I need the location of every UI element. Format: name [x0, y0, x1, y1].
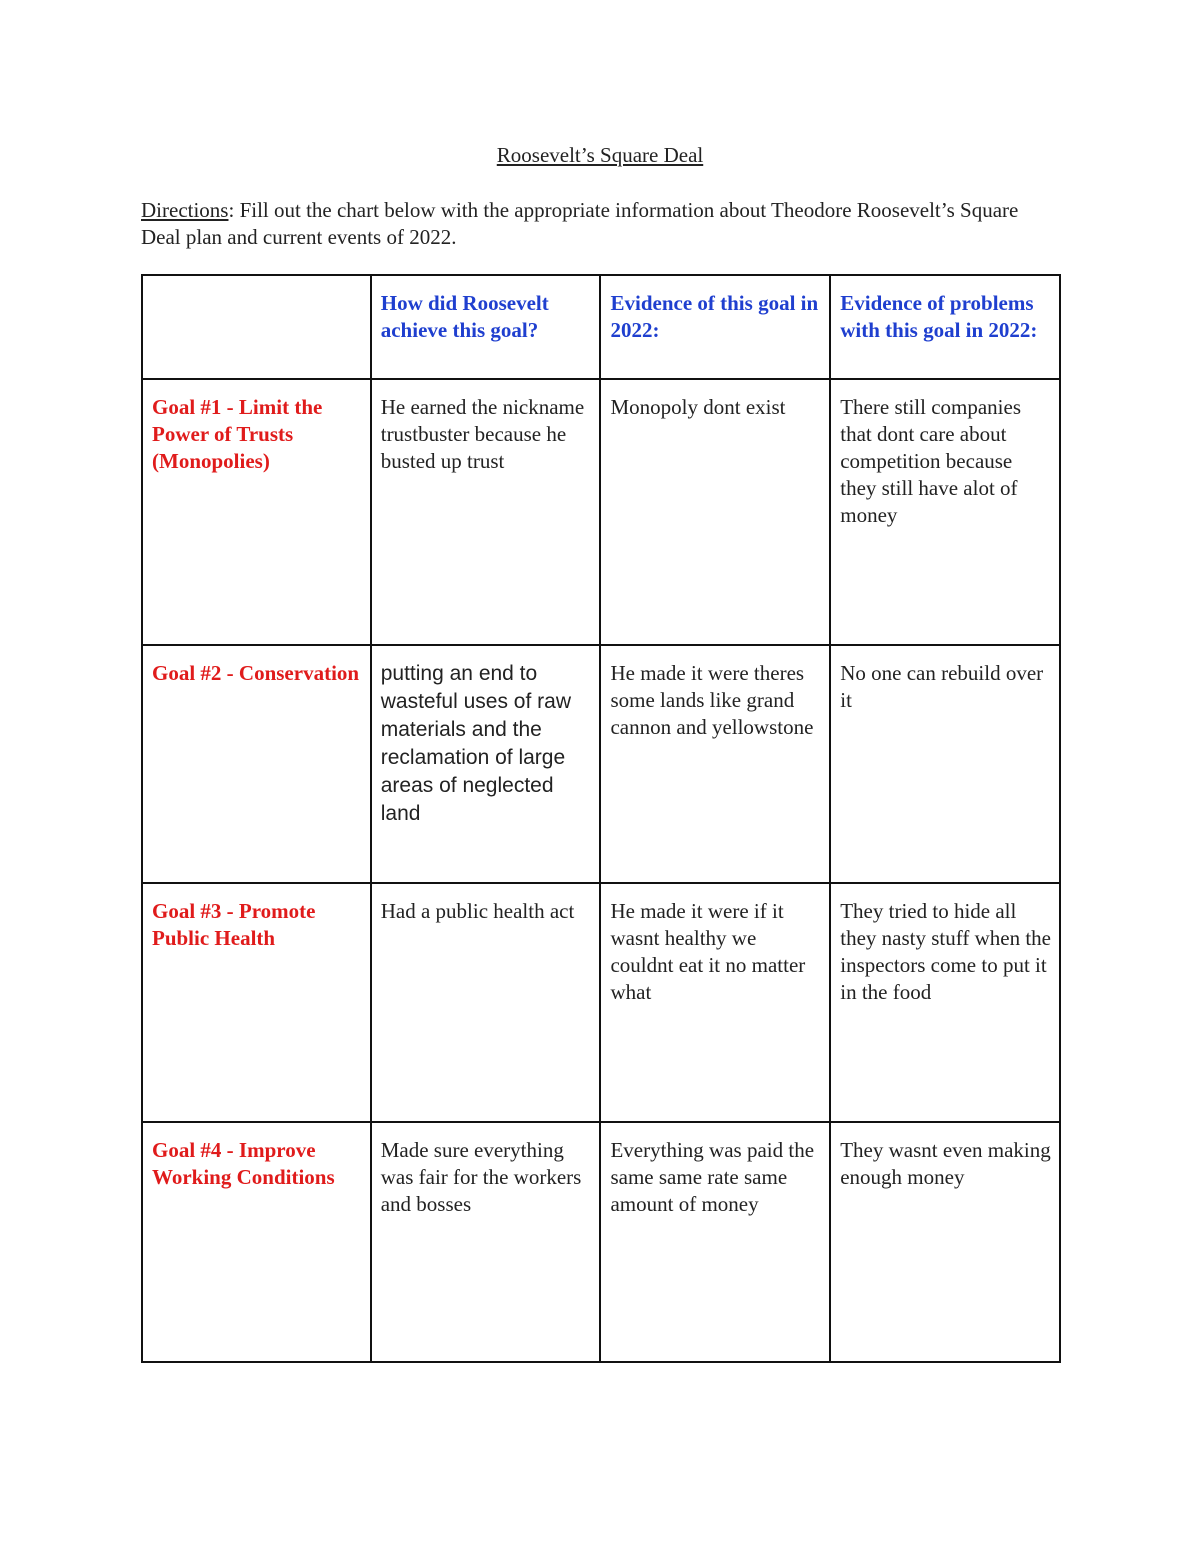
- evidence-cell: [600, 1122, 830, 1362]
- goal-label: Goal #3 - Promote Public Health: [152, 899, 316, 950]
- answer-text: putting an end to wasteful uses of raw materials and the reclamation of large areas of neglected land: [380, 662, 571, 825]
- problems-cell: [830, 1122, 1060, 1362]
- evidence-cell: [600, 379, 830, 645]
- problems-cell: [830, 379, 1060, 645]
- answer-text: He made it were if it wasnt healthy we couldnt eat it no matter what: [610, 899, 806, 1004]
- goal-label: Goal #1 - Limit the Power of Trusts (Monopolies): [152, 395, 323, 473]
- header-cell-how: [371, 275, 601, 379]
- table-row: [142, 645, 1060, 883]
- answer-text: They tried to hide all they nasty stuff when the inspectors come to put it in the food: [840, 899, 1051, 1004]
- directions: [141, 197, 1021, 251]
- evidence-cell: [600, 645, 830, 883]
- header-cell-evidence: [600, 275, 830, 379]
- how-cell: [371, 379, 601, 645]
- document-title: Roosevelt’s Square Deal: [496, 143, 704, 167]
- answer-text: No one can rebuild over it: [840, 661, 1044, 712]
- goal-label: Goal #2 - Conservation: [152, 661, 360, 685]
- table-row: [142, 1122, 1060, 1362]
- answer-text: Everything was paid the same same rate same amount of money: [610, 1138, 815, 1216]
- goal-cell: [142, 1122, 371, 1362]
- header-row: [142, 275, 1060, 379]
- answer-text: Made sure everything was fair for the workers and bosses: [380, 1138, 582, 1216]
- answer-text: Had a public health act: [380, 899, 575, 923]
- answer-text: Monopoly dont exist: [610, 395, 786, 419]
- answer-text: He made it were theres some lands like grand cannon and yellowstone: [610, 661, 814, 739]
- goal-cell: [142, 883, 371, 1122]
- problems-cell: [830, 645, 1060, 883]
- how-cell: [371, 1122, 601, 1362]
- header-how-label: How did Roosevelt achieve this goal?: [380, 291, 549, 342]
- table-row: [142, 379, 1060, 645]
- how-cell: [371, 645, 601, 883]
- directions-label: Directions: [141, 198, 229, 222]
- header-problems-label: Evidence of problems with this goal in 2022:: [840, 291, 1038, 342]
- goal-cell: [142, 645, 371, 883]
- answer-text: They wasnt even making enough money: [840, 1138, 1051, 1189]
- evidence-cell: [600, 883, 830, 1122]
- directions-text: : Fill out the chart below with the appropriate information about Theodore Roosevelt’s Square Deal plan and current events of 2022.: [141, 198, 1019, 249]
- goal-label: Goal #4 - Improve Working Conditions: [152, 1138, 335, 1189]
- table-row: [142, 883, 1060, 1122]
- goal-cell: [142, 379, 371, 645]
- square-deal-chart: [141, 274, 1061, 1363]
- how-cell: [371, 883, 601, 1122]
- header-cell-problems: [830, 275, 1060, 379]
- header-evidence-label: Evidence of this goal in 2022:: [610, 291, 819, 342]
- answer-text: He earned the nickname trustbuster because he busted up trust: [380, 395, 585, 473]
- answer-text: There still companies that dont care about competition because they still have alot of money: [840, 395, 1022, 527]
- header-cell-empty: [142, 275, 371, 379]
- problems-cell: [830, 883, 1060, 1122]
